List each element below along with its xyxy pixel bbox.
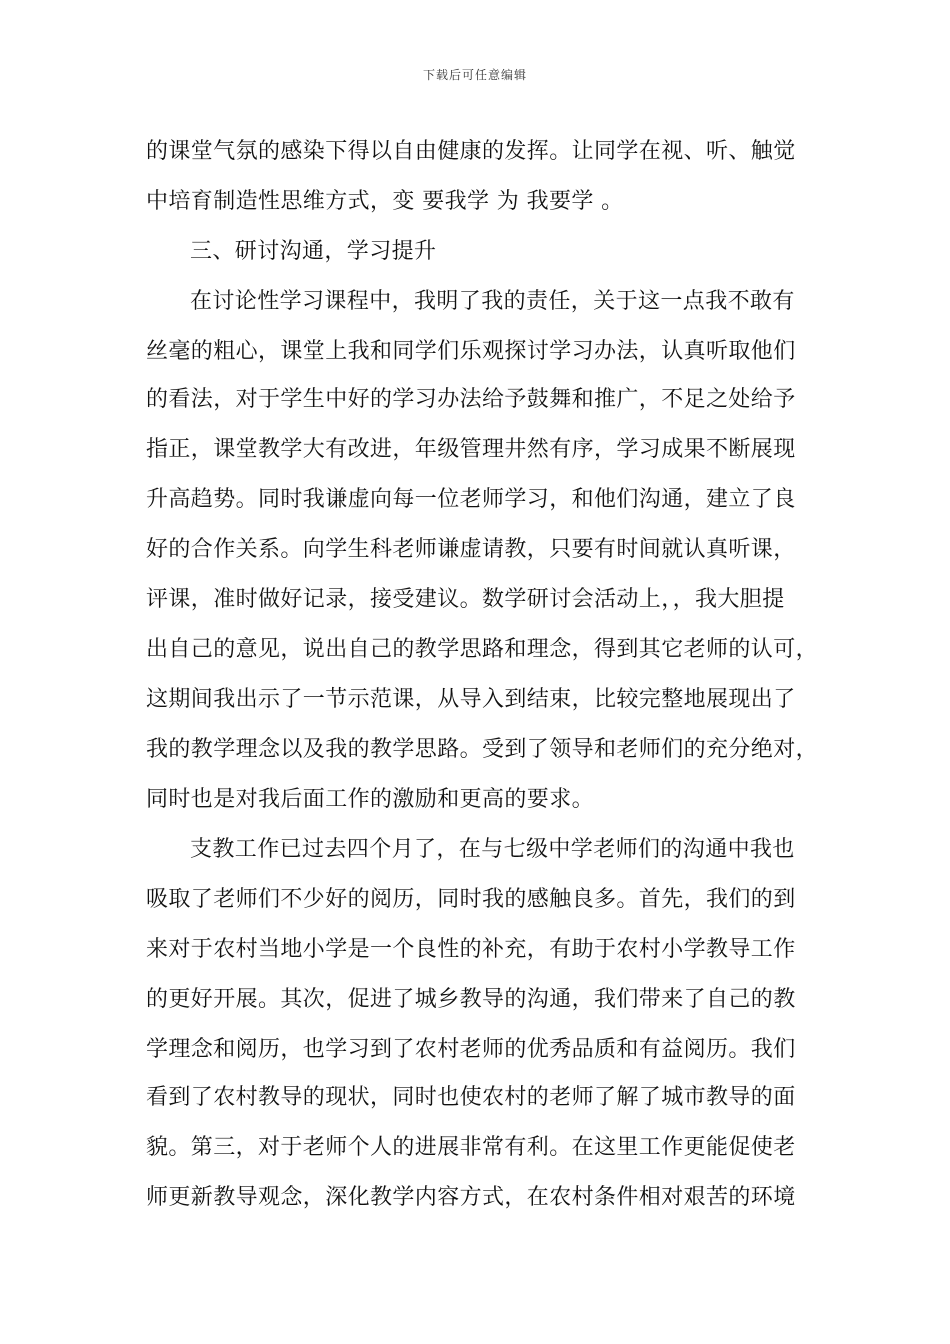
text-line: 看到了农村教导的现状，同时也使农村的老师了解了城市教导的面	[146, 1085, 796, 1110]
text-line: 吸取了老师们不少好的阅历，同时我的感触良多。首先，我们的到	[146, 887, 796, 912]
text-line: 出自己的意见，说出自己的教学思路和理念，得到其它老师的认可，	[146, 637, 819, 662]
text-line: 丝毫的粗心，课堂上我和同学们乐观探讨学习办法，认真听取他们	[146, 339, 796, 364]
section-heading: 三、研讨沟通，学习提升	[190, 239, 437, 264]
text-line: 师更新教导观念，深化教学内容方式，在农村条件相对艰苦的环境	[146, 1185, 796, 1210]
text-line: 的课堂气氛的感染下得以自由健康的发挥。让同学在视、听、触觉	[146, 139, 796, 164]
text-line: 我的教学理念以及我的教学思路。受到了领导和老师们的充分绝对，	[146, 737, 819, 762]
paragraph-first-line: 支教工作已过去四个月了，在与七级中学老师们的沟通中我也	[190, 837, 795, 862]
text-line: 的更好开展。其次，促进了城乡教导的沟通，我们带来了自己的教	[146, 987, 796, 1012]
text-line: 评课，准时做好记录，接受建议。数学研讨会活动上，，我大胆提	[146, 587, 785, 612]
text-line: 学理念和阅历，也学习到了农村老师的优秀品质和有益阅历。我们	[146, 1037, 796, 1062]
text-line: 貌。第三，对于老师个人的进展非常有利。在这里工作更能促使老	[146, 1135, 796, 1160]
text-line: 同时也是对我后面工作的激励和更高的要求。	[146, 787, 595, 812]
text-line: 这期间我出示了一节示范课，从导入到结束，比较完整地展现出了	[146, 687, 796, 712]
text-line: 指正，课堂教学大有改进，年级管理井然有序，学习成果不断展现	[146, 437, 796, 462]
page-header-note: 下载后可任意编辑	[422, 68, 527, 82]
text-line: 的看法，对于学生中好的学习办法给予鼓舞和推广，不足之处给予	[146, 387, 796, 412]
text-line: 好的合作关系。向学生科老师谦虚请教，只要有时间就认真听课，	[146, 537, 796, 562]
text-line: 中培育制造性思维方式，变 要我学 为 我要学 。	[146, 189, 624, 214]
paragraph-first-line: 在讨论性学习课程中，我明了我的责任，关于这一点我不敢有	[190, 289, 795, 314]
text-line: 升高趋势。同时我谦虚向每一位老师学习，和他们沟通，建立了良	[146, 487, 796, 512]
text-line: 来对于农村当地小学是一个良性的补充，有助于农村小学教导工作	[146, 937, 796, 962]
